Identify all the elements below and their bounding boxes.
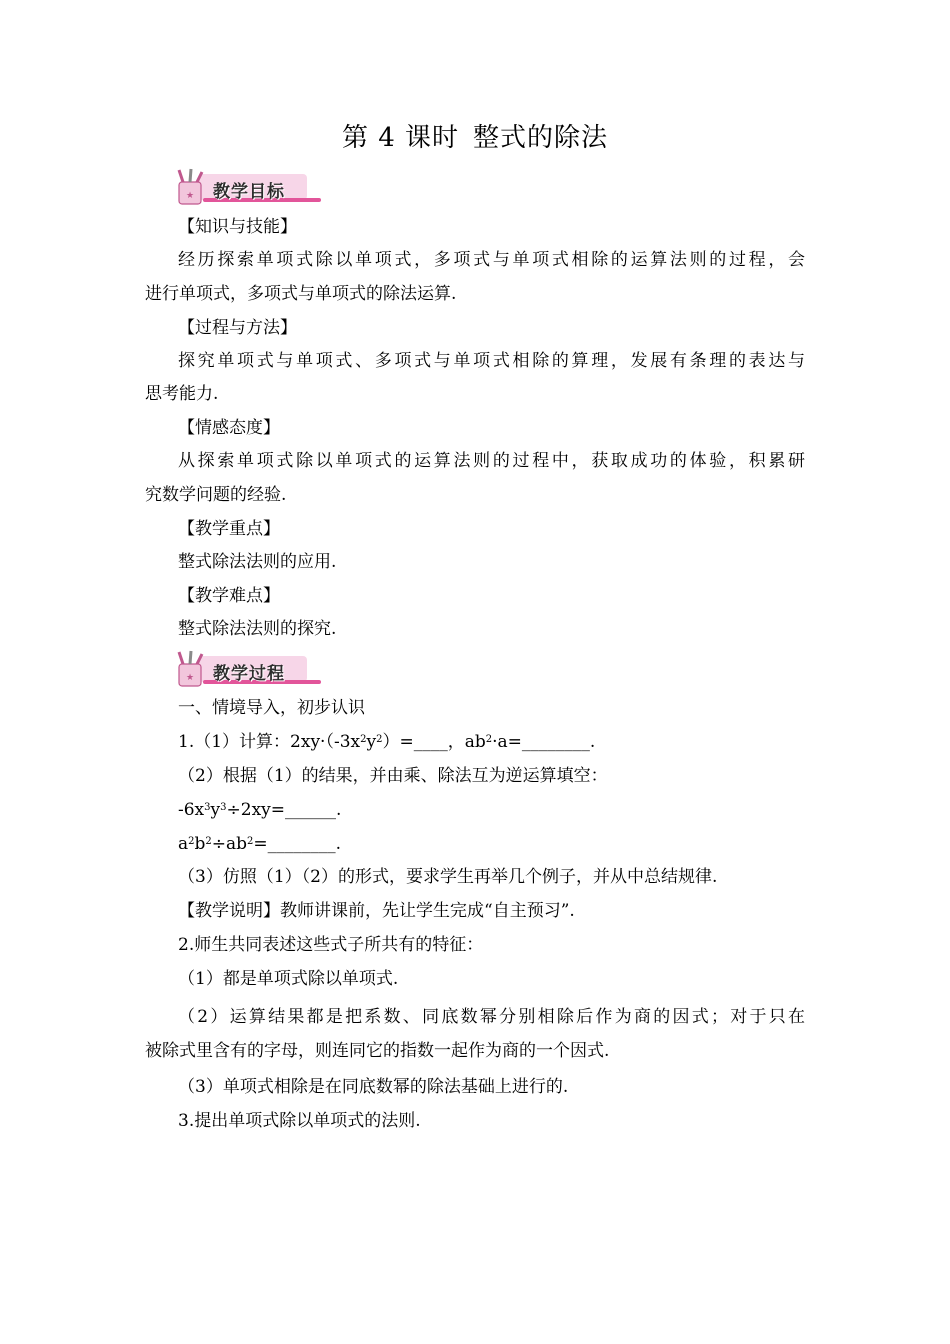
heading-key-point: 【教学重点】: [178, 519, 280, 539]
pencil-cup-icon: [173, 650, 207, 690]
pencil-cup-icon: [173, 168, 207, 208]
svg-text:★: ★: [185, 673, 195, 683]
point-2-heading: 2.师生共同表述这些式子所共有的特征：: [178, 935, 484, 955]
exercise-1: $-6x^3y^3\div 2xy=\_\_\_\_\_\_$.: [178, 800, 342, 820]
heading-difficulty: 【教学难点】: [178, 586, 280, 606]
difficulty-text: 整式除法法则的探究.: [178, 619, 337, 639]
exercise-2: $a^2b^2\div ab^2=\_\_\_\_\_\_\_\_$.: [178, 834, 342, 854]
heading-process: 【过程与方法】: [178, 318, 297, 338]
badge-label: 教学过程: [213, 664, 285, 684]
heading-knowledge: 【知识与技能】: [178, 217, 297, 237]
point-2-3: （3）单项式相除是在同底数幂的除法基础上进行的.: [178, 1077, 569, 1097]
point-2-2-line-2: 被除式里含有的字母，则连同它的指数一起作为商的一个因式.: [145, 1041, 610, 1061]
section-badge-process: [173, 650, 323, 690]
point-2-2-line-1: （2）运算结果都是把系数、同底数幂分别相除后作为商的因式；对于只在: [178, 1007, 805, 1027]
question-3: （3）仿照（1）（2）的形式，要求学生再举几个例子，并从中总结规律.: [178, 867, 718, 887]
badge-label: 教学目标: [213, 182, 285, 202]
process-text-2: 思考能力.: [145, 384, 219, 404]
key-point-text: 整式除法法则的应用.: [178, 552, 337, 572]
svg-text:★: ★: [185, 191, 195, 201]
emotion-text-1: 从探索单项式除以单项式的运算法则的过程中，获取成功的体验，积累研: [178, 451, 805, 471]
point-3: 3.提出单项式除以单项式的法则.: [178, 1111, 421, 1131]
knowledge-text-1: 经历探索单项式除以单项式，多项式与单项式相除的运算法则的过程，会: [178, 250, 805, 270]
point-2-1: （1）都是单项式除以单项式.: [178, 969, 399, 989]
question-1: 1.（1）计算：$2xy\cdot(-3x^2y^2)=\_\_\_\_$，$ab^2\cdot a=\_\_\_\_\_\_\_\_$.: [178, 732, 596, 752]
knowledge-text-2: 进行单项式，多项式与单项式的除法运算.: [145, 284, 457, 304]
intro-heading: 一、情境导入，初步认识: [178, 698, 365, 718]
emotion-text-2: 究数学问题的经验.: [145, 485, 287, 505]
question-2: （2）根据（1）的结果，并由乘、除法互为逆运算填空：: [178, 766, 608, 786]
page-title: 第 4 课时 整式的除法: [341, 123, 609, 153]
section-badge-goals: [173, 168, 323, 208]
heading-emotion: 【情感态度】: [178, 418, 280, 438]
process-text-1: 探究单项式与单项式、多项式与单项式相除的算理，发展有条理的表达与: [178, 351, 805, 371]
teaching-note: 【教学说明】教师讲课前，先让学生完成“自主预习”.: [178, 901, 575, 921]
